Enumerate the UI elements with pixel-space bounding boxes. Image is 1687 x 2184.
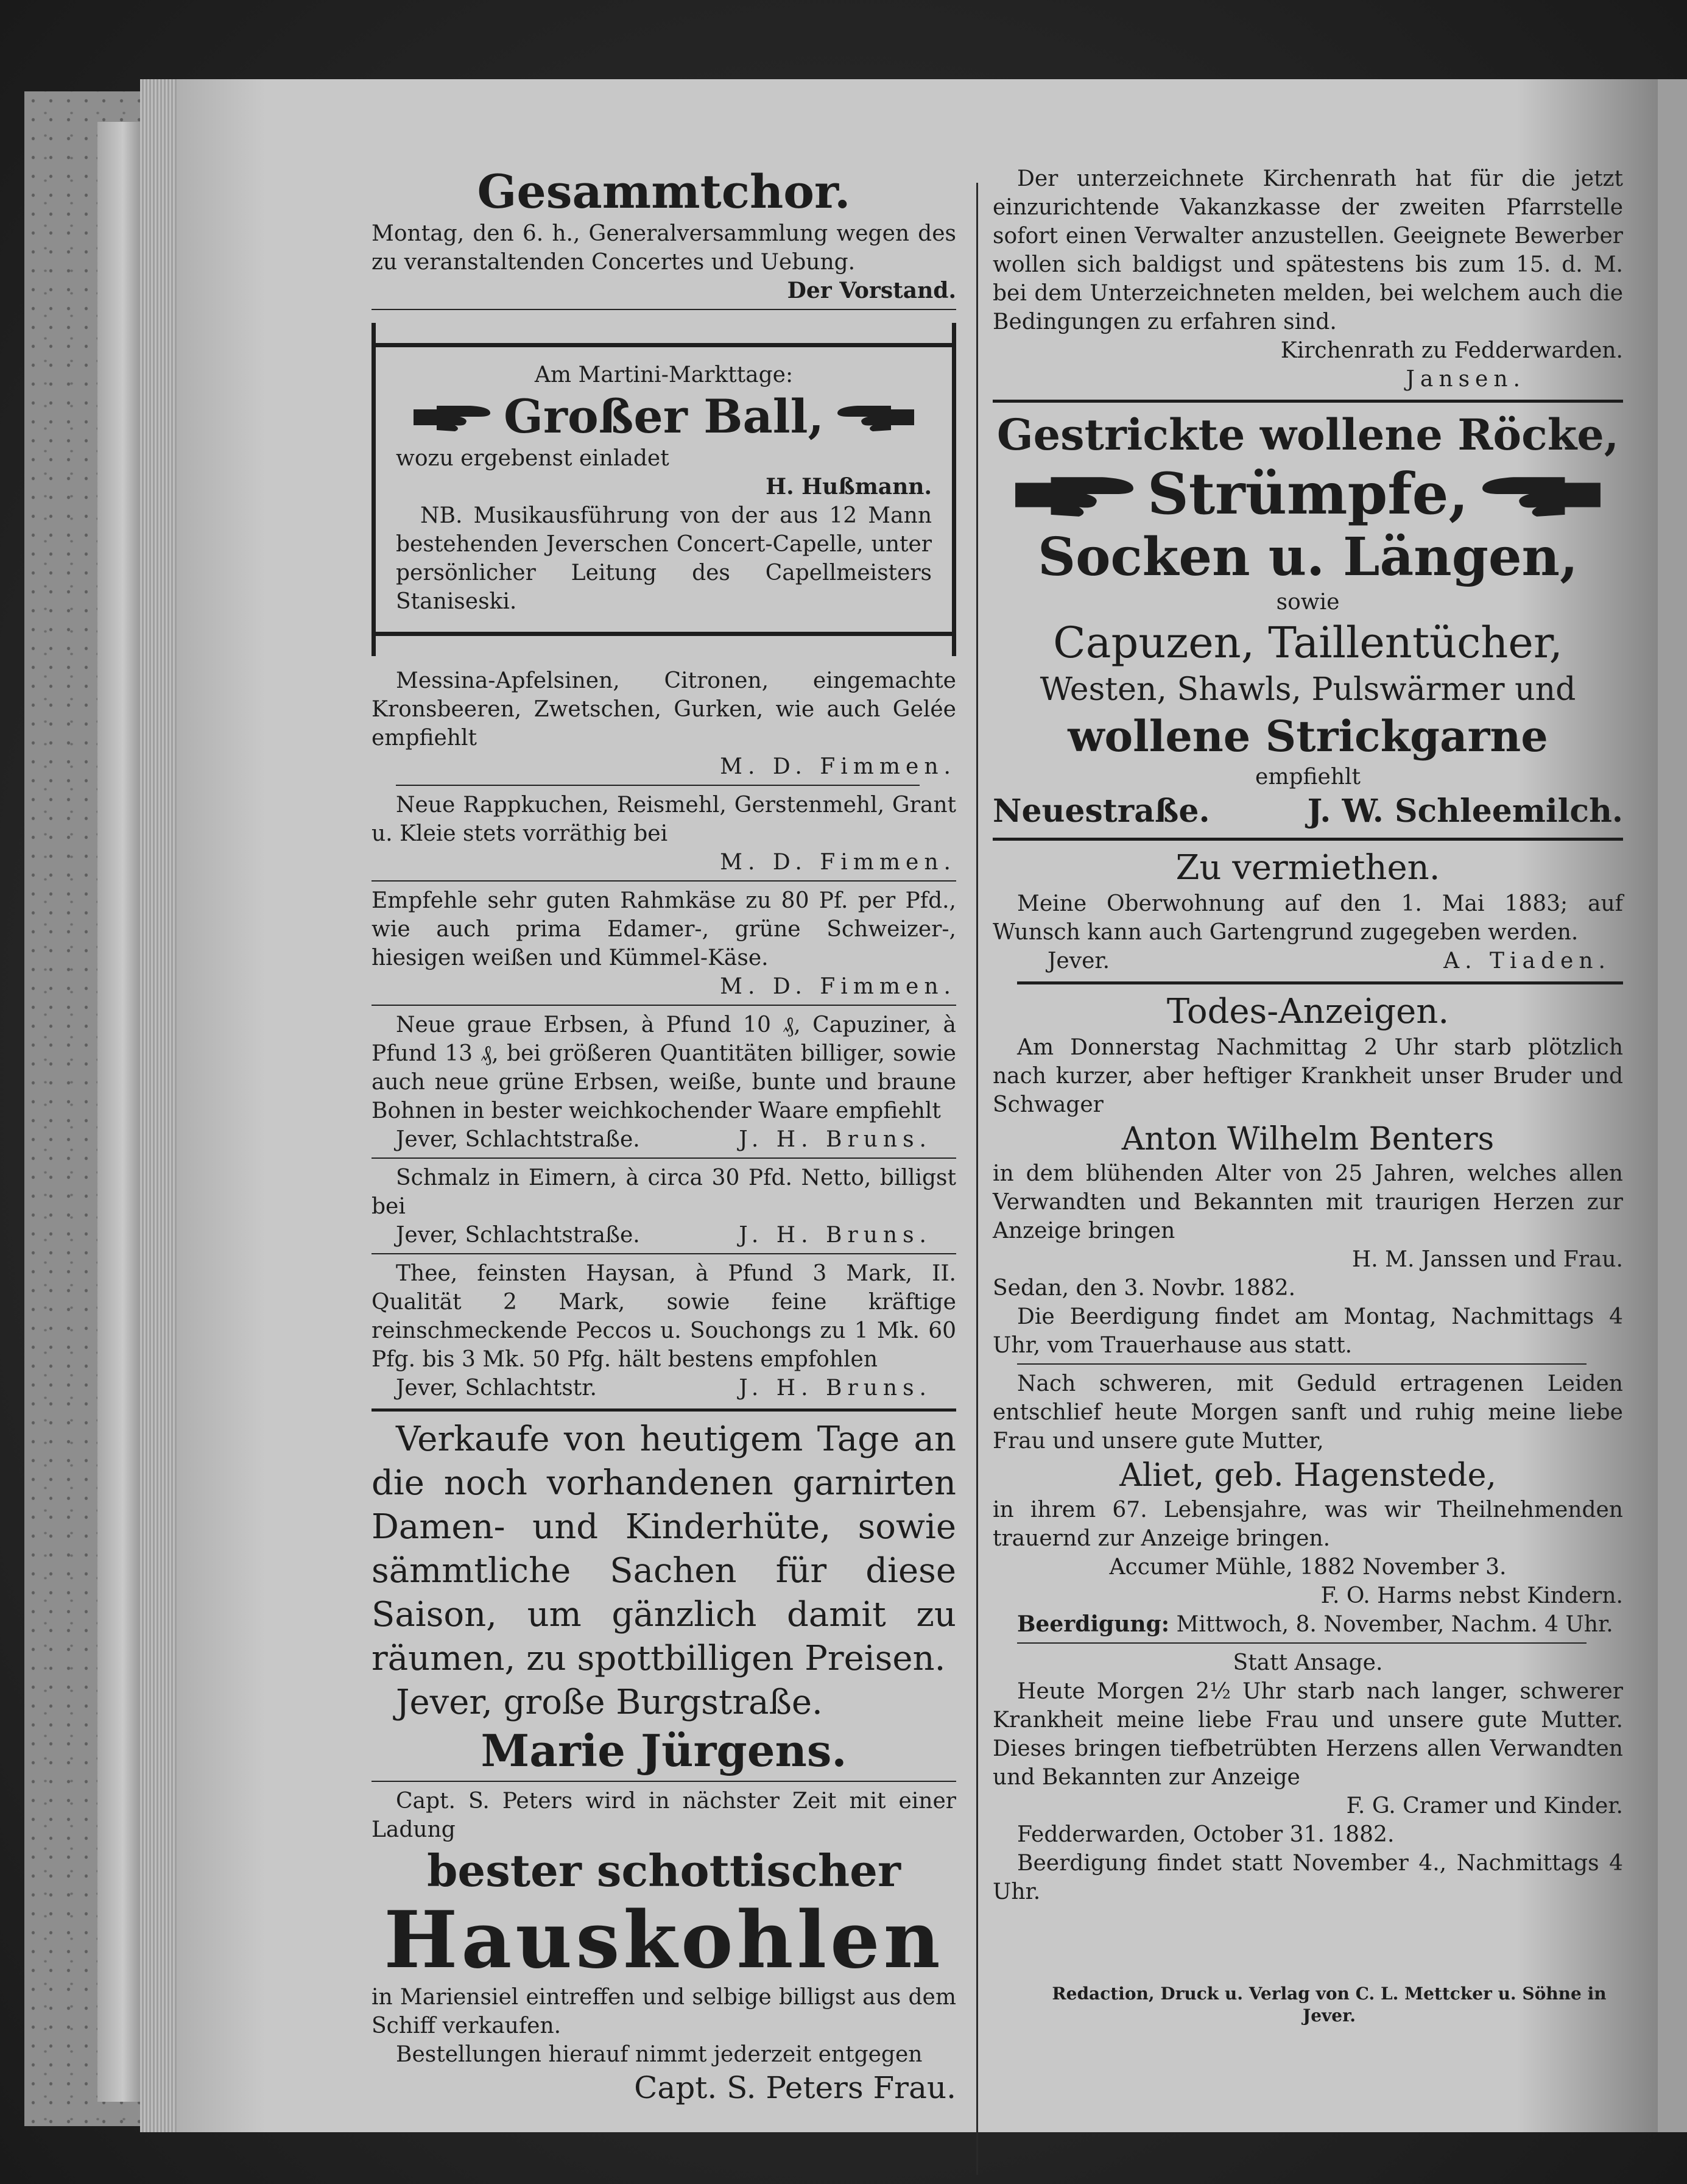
next-page-edge	[1658, 79, 1687, 2132]
hagenstede-body: in ihrem 67. Lebensjahre, was wir Theilnehmenden trauernd zur Anzeige bringen.	[993, 1497, 1623, 1551]
fruit-ad-body: Messina-Apfelsinen, Citronen, eingemachte Kronsbeeren, Zwetschen, Gurken, wie auch Gelée empfiehlt	[372, 668, 956, 751]
wool-ad-sowie: sowie	[1276, 590, 1340, 615]
cramer-notice	[993, 1649, 1623, 1906]
kirchenrath-place: Kirchenrath zu Fedderwarden.	[1280, 338, 1623, 363]
pointing-hand-right-icon	[1013, 465, 1135, 523]
tea-ad-signature: J. H. Bruns.	[739, 1376, 932, 1401]
hagenstede-signature: F. O. Harms nebst Kindern.	[1320, 1583, 1623, 1608]
kirchenrath-body: Der unterzeichnete Kirchenrath hat für die jetzt einzurichtende Vakanzkasse der zweiten Pfarrstelle sofort einen Verwalter anzustellen. Geeignete Bewerber wollen sich baldigst und spätestens bis zum 15. d. M. bei dem Unterzeichneten melden, bei welchem auch die Bedingungen zu erfahren sind.	[993, 166, 1623, 334]
peas-ad-place: Jever, Schlachtstraße.	[396, 1127, 640, 1152]
separator	[372, 1157, 956, 1159]
ball-invite: wozu ergebenst einladet	[396, 446, 669, 471]
lard-ad	[372, 1164, 956, 1249]
gesammtchor-signature: Der Vorstand.	[787, 278, 956, 303]
thick-separator	[372, 1408, 956, 1412]
cramer-heading: Statt Ansage.	[1233, 1650, 1383, 1675]
peas-ad-body: Neue graue Erbsen, à Pfund 10 ₰, Capuziner, à Pfund 13 ₰, bei größeren Quantitäten billiger, sowie auch neue grüne Erbsen, weiße, bunte und braune Bohnen in bester weichkochender Waare empfiehlt	[372, 1012, 956, 1123]
lard-ad-footer	[372, 1221, 956, 1249]
rappkuchen-ad-body: Neue Rappkuchen, Reismehl, Gerstenmehl, Grant u. Kleie stets vorräthig bei	[372, 793, 956, 846]
cheese-ad-signature: M. D. Fimmen.	[720, 974, 956, 999]
peas-ad	[372, 1011, 956, 1154]
hagenstede-funeral: Mittwoch, 8. November, Nachm. 4 Uhr.	[1176, 1612, 1613, 1637]
hats-ad-signature: Marie Jürgens.	[481, 1725, 847, 1776]
gesammtchor-notice	[372, 164, 956, 305]
separator	[1017, 1642, 1587, 1644]
rent-ad-footer	[993, 947, 1623, 975]
wool-ad-line-2: Strümpfe,	[1147, 461, 1469, 528]
wool-ad	[993, 409, 1623, 832]
hagenstede-funeral-label: Beerdigung:	[1017, 1611, 1170, 1637]
hagenstede-intro: Nach schweren, mit Geduld ertragenen Leiden entschlief heute Morgen sanft und ruhig meine liebe Frau und unsere gute Mutter,	[993, 1371, 1623, 1454]
gesammtchor-body: Montag, den 6. h., Generalversammlung wegen des zu veranstaltenden Concertes und Uebung.	[372, 221, 956, 275]
tea-ad-footer	[372, 1374, 956, 1402]
kirchenrath-signature: Jansen.	[1406, 367, 1526, 392]
pointing-hand-left-icon	[1481, 465, 1602, 523]
peas-ad-footer	[372, 1125, 956, 1154]
ball-intro: Am Martini-Markttage:	[534, 362, 794, 387]
lard-ad-body: Schmalz in Eimern, à circa 30 Pfd. Netto, billigst bei	[372, 1165, 956, 1219]
benters-funeral: Die Beerdigung findet am Montag, Nachmittags 4 Uhr, vom Trauerhause aus statt.	[993, 1304, 1623, 1358]
coal-ad	[372, 1787, 956, 2107]
hagenstede-place-date: Accumer Mühle, 1882 November 3.	[1109, 1555, 1507, 1580]
ball-headline-row	[396, 389, 932, 444]
death-notices-title: Todes-Anzeigen.	[1166, 992, 1449, 1031]
separator	[372, 880, 956, 882]
death-notices	[993, 991, 1623, 1906]
rent-ad-title: Zu vermiethen.	[1175, 848, 1440, 888]
peas-ad-signature: J. H. Bruns.	[739, 1127, 932, 1152]
fruit-ad	[372, 666, 956, 781]
right-column	[993, 164, 1623, 1906]
wool-ad-line-3: Socken u. Längen,	[1037, 526, 1579, 588]
separator	[372, 1005, 956, 1006]
separator	[372, 1253, 956, 1254]
thick-separator	[993, 838, 1623, 841]
hagenstede-funeral-row	[993, 1610, 1623, 1639]
wool-ad-line-5: Westen, Shawls, Pulswärmer und	[1040, 671, 1576, 708]
coal-ad-orders: Bestellungen hierauf nimmt jederzeit entgegen	[396, 2042, 923, 2067]
rent-ad-signature: A. Tiaden.	[1443, 949, 1611, 974]
cheese-ad	[372, 886, 956, 1001]
rappkuchen-ad-signature: M. D. Fimmen.	[720, 850, 956, 875]
benters-notice	[993, 1033, 1623, 1360]
ball-note: NB. Musikausführung von der aus 12 Mann bestehenden Jeverschen Concert-Capelle, unter persönlicher Leitung des Capellmeisters Staniseski.	[396, 503, 932, 614]
separator	[1017, 1363, 1587, 1365]
pointing-hand-right-icon	[412, 398, 491, 435]
cramer-place-date: Fedderwarden, October 31. 1882.	[1017, 1822, 1395, 1847]
wool-ad-headline-row	[993, 461, 1623, 527]
rent-ad-body: Meine Oberwohnung auf den 1. Mai 1883; auf Wunsch kann auch Gartengrund zugegeben werden.	[993, 891, 1623, 945]
hats-ad-place: Jever, große Burgstraße.	[396, 1683, 823, 1722]
wool-ad-empfiehlt: empfiehlt	[1255, 765, 1361, 790]
separator	[372, 1781, 956, 1782]
imprint: Redaction, Druck u. Verlag von C. L. Mettcker u. Söhne in Jever.	[1052, 1984, 1607, 2026]
kirchenrath-notice	[993, 164, 1623, 394]
cramer-signature: F. G. Cramer und Kinder.	[1346, 1793, 1623, 1818]
benters-signature: H. M. Janssen und Frau.	[1351, 1247, 1623, 1272]
benters-place-date: Sedan, den 3. Novbr. 1882.	[993, 1276, 1296, 1301]
ball-host: H. Hußmann.	[766, 474, 932, 500]
cramer-body: Heute Morgen 2½ Uhr starb nach langer, schwerer Krankheit meine liebe Frau und unsere gute Mutter. Dieses bringen tiefbetrübten Herzens allen Verwandten und Bekannten zur Anzeige	[993, 1679, 1623, 1790]
wool-ad-footer	[993, 791, 1623, 832]
rent-ad-place: Jever.	[1048, 949, 1110, 974]
hagenstede-name: Aliet, geb. Hagenstede,	[1119, 1457, 1496, 1494]
hats-ad-body: Verkaufe von heutigem Tage an die noch vorhandenen garnirten Damen- und Kinderhüte, sowie sämmtliche Sachen für diese Saison, um gänzlich damit zu räumen, zu spottbilligen Preisen.	[372, 1419, 956, 1678]
wool-ad-line-1: Gestrickte wollene Röcke,	[996, 409, 1619, 460]
rent-ad	[993, 847, 1623, 975]
column-divider	[976, 183, 978, 2175]
wool-ad-line-4: Capuzen, Taillentücher,	[1053, 618, 1563, 668]
wool-ad-line-6: wollene Strickgarne	[1068, 711, 1548, 762]
benters-name: Anton Wilhelm Benters	[1121, 1121, 1495, 1157]
ball-ad-frame	[372, 343, 956, 636]
left-column	[372, 164, 956, 2107]
tea-ad-place: Jever, Schlachtstr.	[396, 1376, 597, 1401]
benters-body: in dem blühenden Alter von 25 Jahren, welches allen Verwandten und Bekannten mit traurigen Herzen zur Anzeige bringen	[993, 1161, 1623, 1243]
separator	[396, 785, 920, 786]
cheese-ad-body: Empfehle sehr guten Rahmkäse zu 80 Pf. per Pfd., wie auch prima Edamer-, grüne Schweizer-, hiesigen weißen und Kümmel-Käse.	[372, 888, 956, 970]
lard-ad-signature: J. H. Bruns.	[739, 1223, 932, 1248]
benters-intro: Am Donnerstag Nachmittag 2 Uhr starb plötzlich nach kurzer, aber heftiger Krankheit unser Bruder und Schwager	[993, 1035, 1623, 1117]
thick-separator	[1017, 981, 1623, 984]
coal-ad-headline-1: bester schottischer	[427, 1845, 901, 1896]
lard-ad-place: Jever, Schlachtstraße.	[396, 1223, 640, 1248]
coal-ad-headline-2: Hauskohlen	[384, 1895, 944, 1986]
wool-ad-place: Neuestraße.	[993, 793, 1210, 830]
fruit-ad-signature: M. D. Fimmen.	[720, 754, 956, 779]
thick-separator	[993, 400, 1623, 403]
coal-ad-body: in Mariensiel eintreffen und selbige billigst aus dem Schiff verkaufen.	[372, 1985, 956, 2038]
tea-ad	[372, 1259, 956, 1402]
coal-ad-intro: Capt. S. Peters wird in nächster Zeit mit einer Ladung	[372, 1789, 956, 1842]
book-cover-edge	[97, 122, 140, 2102]
hagenstede-notice	[993, 1369, 1623, 1639]
hats-ad	[372, 1418, 956, 1777]
ball-headline: Großer Ball,	[504, 389, 824, 444]
gesammtchor-title: Gesammtchor.	[477, 164, 851, 219]
pointing-hand-left-icon	[836, 398, 915, 435]
separator	[372, 309, 956, 310]
cramer-funeral: Beerdigung findet statt November 4., Nachmittags 4 Uhr.	[993, 1851, 1623, 1904]
wool-ad-signature: J. W. Schleemilch.	[1307, 793, 1623, 830]
tea-ad-body: Thee, feinsten Haysan, à Pfund 3 Mark, II. Qualität 2 Mark, sowie feine kräftige reinschmeckende Peccos u. Souchongs zu 1 Mk. 60 Pfg. bis 3 Mk. 50 Pfg. hält bestens empfohlen	[372, 1261, 956, 1372]
coal-ad-signature: Capt. S. Peters Frau.	[634, 2070, 956, 2105]
rappkuchen-ad	[372, 791, 956, 877]
